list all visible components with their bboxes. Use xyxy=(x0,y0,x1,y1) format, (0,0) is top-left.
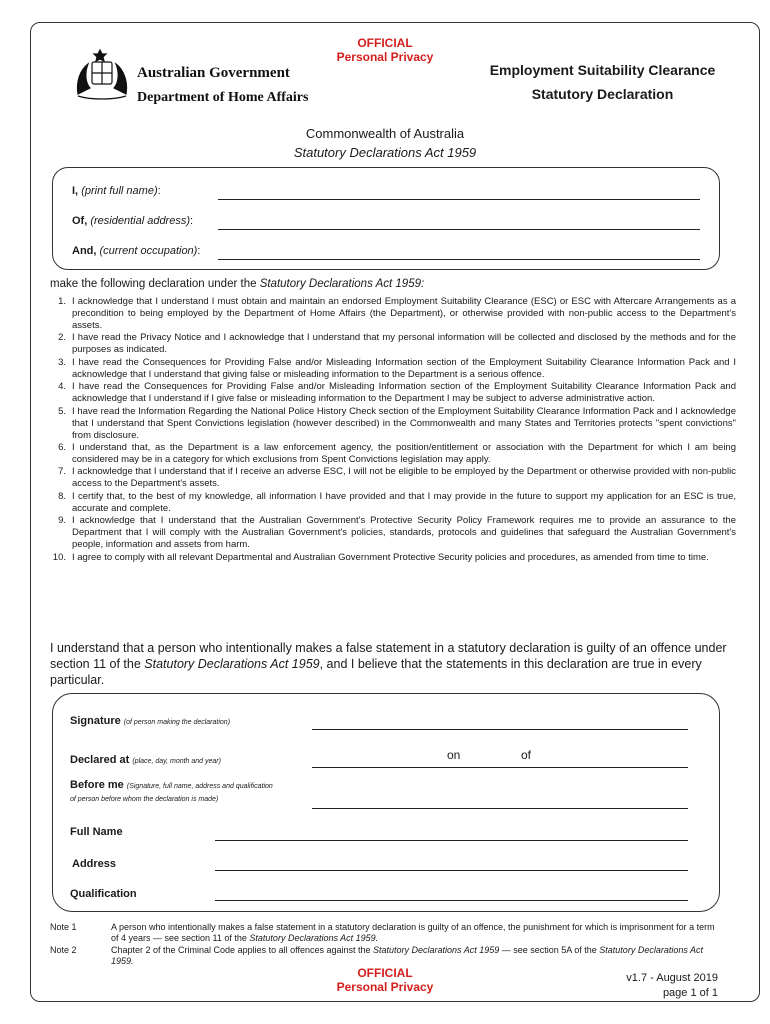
before-me-label: Before me (Signature, full name, address and qualification xyxy=(70,779,273,791)
official-label: OFFICIAL xyxy=(357,966,413,980)
privacy-label: Personal Privacy xyxy=(336,980,434,994)
note2-label: Note 2 xyxy=(50,945,77,955)
qualification-label: Qualification xyxy=(70,888,137,900)
list-item: 7. I acknowledge that I understand that if I receive an adverse ESC, I will not be eligible to be employed by the Department or otherwise provided with non-public access to the Department's assets. xyxy=(58,466,736,490)
page-number: page 1 of 1 xyxy=(662,987,718,999)
list-item: 3. I have read the Consequences for Providing False and/or Misleading Information section of the Employment Suitability Clearance Information Pack and I acknowledge that I understand that giving false or misleading information to the Department is a serious offence. xyxy=(58,356,736,380)
false-statement-warning: I understand that a person who intentionally makes a false statement in a statutory declaration is guilty of an offence under section 11 of the Statutory Declarations Act 1959, and I believe that the statements in this declaration are true in every particular. xyxy=(50,641,727,687)
full-name-label: Full Name xyxy=(70,826,123,838)
note2-text: Chapter 2 of the Criminal Code applies to all offences against the Statutory Declarations Act 1959 — see section 5A of the Statutory Declarations Act 1959. xyxy=(111,945,704,966)
address-field[interactable] xyxy=(218,229,700,230)
commonwealth-heading: Commonwealth of Australia xyxy=(305,126,465,141)
signature-label: Signature (of person making the declaration) xyxy=(70,715,231,727)
department-name: Department of Home Affairs xyxy=(137,90,309,105)
signature-field[interactable] xyxy=(312,729,688,730)
list-item: 10. I agree to comply with all relevant Departmental and Australian Government Protective Security policies and procedures, as amended from time to time. xyxy=(52,551,709,563)
privacy-label: Personal Privacy xyxy=(336,50,434,64)
coat-of-arms-icon xyxy=(70,44,134,104)
before-me-hint: of person before whom the declaration is made) xyxy=(70,796,219,803)
list-item: 5. I have read the Information Regarding the National Police History Check section of the Employment Suitability Clearance Information Pack and I acknowledge that I understand that Spent Convictions legislation (however described) in the Commonwealth and many States and Territories protects "spent convictions" from disclosure. xyxy=(58,405,736,441)
list-item: 4. I have read the Consequences for Providing False and/or Misleading Information section of the Employment Suitability Clearance Information Pack and acknowledge that I understand if I give false or misleading information to the Department I may be subject to adverse administrative action. xyxy=(58,381,736,405)
of-label: of xyxy=(521,748,532,762)
declared-at-field[interactable] xyxy=(312,767,688,768)
declaration-intro: make the following declaration under the Statutory Declarations Act 1959: xyxy=(50,278,425,290)
note1-text: A person who intentionally makes a false statement in a statutory declaration is guilty of an offence, the punishment for which is imprisonment for a term of 4 years — see section 11 of the Statutory Declarations Act 1959. xyxy=(111,922,715,943)
address-label: Of, (residential address): xyxy=(72,215,194,227)
act-heading: Statutory Declarations Act 1959 xyxy=(293,145,477,160)
list-item: 2. I have read the Privacy Notice and I acknowledge that I understand that my personal information will be collected and disclosed by the methods and for the purposes as indicated. xyxy=(58,332,736,356)
official-marking-bottom xyxy=(285,966,485,994)
on-label: on xyxy=(447,748,461,762)
before-me-field[interactable] xyxy=(312,808,688,809)
note1-label: Note 1 xyxy=(50,922,77,932)
occupation-field[interactable] xyxy=(218,259,700,260)
list-item: 1. I acknowledge that I understand I must obtain and maintain an endorsed Employment Suitability Clearance (ESC) or ESC with Aftercare Arrangements as a precondition to being employed by the Department of Home Affairs (the Department), or otherwise provided with non-public access to the Department's assets. xyxy=(58,296,736,331)
full-name-field[interactable] xyxy=(215,840,688,841)
declaration-list xyxy=(36,296,736,564)
list-item: 6. I understand that, as the Department is a law enforcement agency, the position/entitlement or association with the Department for which I am being considered may be in a category for which exclusions from Spent Convictions legislation may apply. xyxy=(58,441,736,465)
declared-at-label: Declared at (place, day, month and year) xyxy=(70,754,221,766)
official-marking-top xyxy=(285,36,485,64)
form-title: Employment Suitability Clearance xyxy=(489,62,716,78)
qualification-field[interactable] xyxy=(215,900,688,901)
form-subtitle: Statutory Declaration xyxy=(531,86,674,102)
version-label: v1.7 - August 2019 xyxy=(626,972,718,984)
list-item: 9. I acknowledge that I understand that the Australian Government's Protective Security Policy Framework requires me to provide an assurance to the Department that I will comply with the Australian Government's policies, standards, protocols and guidelines that safeguard the Australian Government's people, information and assets from harm. xyxy=(58,515,736,551)
name-label: I, (print full name): xyxy=(72,185,161,197)
government-name: Australian Government xyxy=(137,65,290,81)
official-label: OFFICIAL xyxy=(357,36,413,50)
witness-address-label: Address xyxy=(72,858,117,870)
name-field[interactable] xyxy=(218,199,700,200)
list-item: 8. I certify that, to the best of my knowledge, all information I have provided and that I may provide in the future to support my application for an ESC is true, accurate and complete. xyxy=(58,490,736,514)
witness-address-field[interactable] xyxy=(215,870,688,871)
occupation-label: And, (current occupation): xyxy=(72,245,201,257)
